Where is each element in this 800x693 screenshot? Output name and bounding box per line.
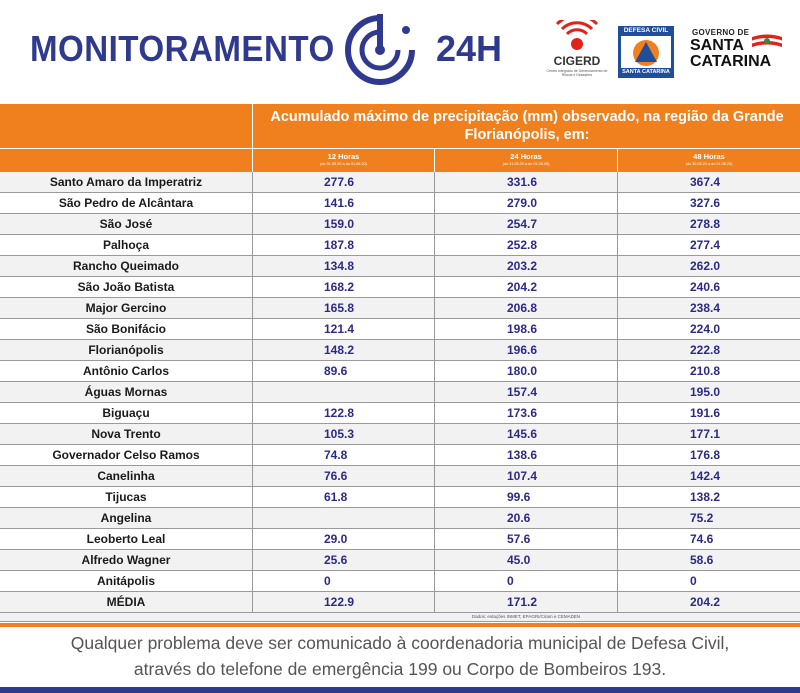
state-flag-icon: [752, 34, 782, 50]
column-header-period: (do 31.05.20 a do 01.06.20): [502, 162, 550, 166]
municipality-name: Governador Celso Ramos: [52, 448, 200, 462]
table-row: [0, 298, 800, 319]
precipitation-value-h48: 204.2: [690, 595, 721, 609]
precipitation-value-h24: 173.6: [507, 406, 538, 420]
precipitation-value-h48: 177.1: [690, 427, 721, 441]
precipitation-value-h48: 138.2: [690, 490, 721, 504]
municipality-name: Anitápolis: [96, 574, 155, 588]
table-row: [0, 172, 800, 193]
table-row: [0, 424, 800, 445]
table-row: [0, 235, 800, 256]
precipitation-value-h12: 141.6: [324, 196, 355, 210]
column-divider: [617, 172, 618, 613]
title-band-text-area: [252, 104, 800, 148]
precipitation-value-h24: 203.2: [507, 259, 538, 273]
triangle-emblem-icon: [621, 36, 671, 68]
precipitation-value-h24: 157.4: [507, 385, 538, 399]
data-source-note: Dados: estações INMET, EPAGRI/Ciram e CEMADEN: [471, 614, 581, 619]
precipitation-value-h12: 148.2: [324, 343, 355, 357]
table-row: [0, 256, 800, 277]
column-header-period: (do 31.05.20 a do 01.06.20): [320, 162, 367, 166]
precipitation-value-h12: 76.6: [324, 469, 348, 483]
precipitation-value-h12: 159.0: [324, 217, 355, 231]
precipitation-value-h12: 89.6: [324, 364, 348, 378]
precipitation-value-h48: 278.8: [690, 217, 721, 231]
municipality-name: Major Gercino: [85, 301, 167, 315]
municipality-name: Antônio Carlos: [83, 364, 169, 378]
table-row: [0, 571, 800, 592]
column-divider: [434, 172, 435, 613]
municipality-name: Florianópolis: [88, 343, 164, 357]
column-header-label: 12 Horas: [327, 152, 360, 161]
municipality-name: Canelinha: [97, 469, 155, 483]
column-header-label: 48 Horas: [693, 152, 725, 161]
table-row: [0, 529, 800, 550]
precipitation-value-h12: 277.6: [324, 175, 355, 189]
precipitation-value-h48: 367.4: [690, 175, 721, 189]
precipitation-value-h24: 145.6: [507, 427, 538, 441]
precipitation-value-h48: 327.6: [690, 196, 721, 210]
precipitation-value-h12: 105.3: [324, 427, 355, 441]
column-header-12h: [252, 149, 434, 172]
precipitation-value-h12: 165.8: [324, 301, 355, 315]
precipitation-value-h12: 134.8: [324, 259, 355, 273]
municipality-name: Santo Amaro da Imperatriz: [49, 175, 203, 189]
footer-notice-line2: através do telefone de emergência 199 ou Corpo de Bombeiros 193.: [133, 659, 667, 679]
precipitation-value-h48: 222.8: [690, 343, 721, 357]
table-row: [0, 214, 800, 235]
governo-line1: GOVERNO DE: [692, 28, 750, 37]
precipitation-value-h24: 57.6: [507, 532, 531, 546]
precipitation-value-h24: 204.2: [507, 280, 538, 294]
precipitation-value-h24: 171.2: [507, 595, 538, 609]
municipality-name: Alfredo Wagner: [81, 553, 171, 567]
precipitation-value-h24: 107.4: [507, 469, 538, 483]
table-row: [0, 445, 800, 466]
bottom-bar: [0, 687, 800, 693]
precipitation-value-h24: 252.8: [507, 238, 538, 252]
precipitation-value-h48: 224.0: [690, 322, 721, 336]
precipitation-value-h24: 206.8: [507, 301, 538, 315]
precipitation-value-h12: 61.8: [324, 490, 348, 504]
governo-line3: CATARINA: [690, 53, 772, 70]
precipitation-value-h12: 29.0: [324, 532, 348, 546]
table-row: [0, 193, 800, 214]
precipitation-value-h24: 20.6: [507, 511, 531, 525]
table-row: [0, 319, 800, 340]
table-row: [0, 382, 800, 403]
table-row: [0, 361, 800, 382]
governo-sc-logo: [688, 28, 792, 78]
precipitation-value-h12: 122.9: [324, 595, 355, 609]
municipality-name: Palhoça: [102, 238, 150, 252]
defesa-civil-logo: [618, 26, 674, 78]
precipitation-value-h24: 180.0: [507, 364, 538, 378]
precipitation-value-h24: 198.6: [507, 322, 538, 336]
column-header-48h: [617, 149, 800, 172]
table-row: [0, 550, 800, 571]
precipitation-value-h12: 122.8: [324, 406, 355, 420]
municipality-name: São João Batista: [77, 280, 175, 294]
precipitation-value-h48: 74.6: [690, 532, 714, 546]
precipitation-value-h48: 176.8: [690, 448, 721, 462]
table-row: [0, 508, 800, 529]
precipitation-value-h12: 0: [324, 574, 331, 588]
precipitation-value-h24: 279.0: [507, 196, 538, 210]
precipitation-value-h24: 99.6: [507, 490, 531, 504]
brand-title-suffix: 24H: [436, 28, 503, 69]
defesa-civil-top-text: DEFESA CIVIL: [623, 27, 669, 34]
municipality-name: MÉDIA: [106, 595, 146, 609]
precipitation-value-h24: 138.6: [507, 448, 538, 462]
column-header-period: (do 30.05.20 a do 01.06.20): [685, 162, 733, 166]
precipitation-value-h12: 168.2: [324, 280, 355, 294]
municipality-name: São Pedro de Alcântara: [58, 196, 194, 210]
precipitation-value-h12: 187.8: [324, 238, 355, 252]
cigerd-logo: [546, 20, 608, 80]
defesa-civil-emblem: [621, 36, 671, 68]
monitoring-target-icon: [340, 10, 420, 90]
municipality-name: Angelina: [100, 511, 152, 525]
municipality-name: São José: [99, 217, 153, 231]
source-row: [0, 613, 800, 622]
precipitation-value-h48: 191.6: [690, 406, 721, 420]
precipitation-value-h12: 74.8: [324, 448, 348, 462]
precipitation-value-h24: 196.6: [507, 343, 538, 357]
precipitation-value-h48: 277.4: [690, 238, 721, 252]
table-row: [0, 277, 800, 298]
table-title-band: [0, 104, 800, 148]
title-band-blank: [0, 104, 252, 148]
precipitation-value-h12: 121.4: [324, 322, 355, 336]
column-divider: [252, 172, 253, 613]
footer-notice-line1: Qualquer problema deve ser comunicado à coordenadoria municipal de Defesa Civil,: [70, 633, 730, 653]
defesa-civil-bottom-text: SANTA CATARINA: [622, 69, 670, 75]
municipality-name: Leoberto Leal: [86, 532, 166, 546]
cigerd-subtitle: Centro Integrado de Gerenciamento de Riscos e Desastres: [546, 69, 608, 77]
precipitation-value-h48: 58.6: [690, 553, 714, 567]
precipitation-value-h24: 45.0: [507, 553, 531, 567]
precipitation-value-h48: 0: [690, 574, 697, 588]
precipitation-value-h48: 75.2: [690, 511, 714, 525]
municipality-name: São Bonifácio: [85, 322, 166, 336]
column-header-label: 24 Horas: [510, 152, 542, 161]
column-header-band: [0, 148, 800, 172]
column-header-24h: [434, 149, 617, 172]
precipitation-value-h48: 240.6: [690, 280, 721, 294]
municipality-name: Nova Trento: [91, 427, 161, 441]
footer: [0, 627, 800, 687]
cigerd-name: CIGERD: [553, 54, 601, 68]
municipality-name: Águas Mornas: [84, 385, 168, 399]
precipitation-value-h48: 210.8: [690, 364, 721, 378]
precipitation-value-h48: 142.4: [690, 469, 721, 483]
precipitation-value-h48: 262.0: [690, 259, 721, 273]
header: [0, 0, 800, 104]
table-row: [0, 340, 800, 361]
precipitation-value-h24: 254.7: [507, 217, 538, 231]
table-row: [0, 466, 800, 487]
table-row: [0, 403, 800, 424]
precipitation-value-h48: 238.4: [690, 301, 721, 315]
table-row: [0, 592, 800, 613]
municipality-name: Biguaçu: [102, 406, 150, 420]
municipality-name: Tijucas: [105, 490, 147, 504]
precipitation-value-h24: 331.6: [507, 175, 538, 189]
precipitation-value-h48: 195.0: [690, 385, 721, 399]
table-title: Acumulado máximo de precipitação (mm) observado, na região da Grande Florianópolis, em:: [270, 109, 784, 143]
precipitation-value-h12: 25.6: [324, 553, 348, 567]
municipality-name: Rancho Queimado: [72, 259, 179, 273]
precipitation-value-h24: 0: [507, 574, 514, 588]
signal-waves-icon: [546, 20, 608, 54]
governo-line2: SANTA: [690, 37, 744, 54]
table-row: [0, 487, 800, 508]
brand-title: MONITORAMENTO: [30, 28, 335, 69]
